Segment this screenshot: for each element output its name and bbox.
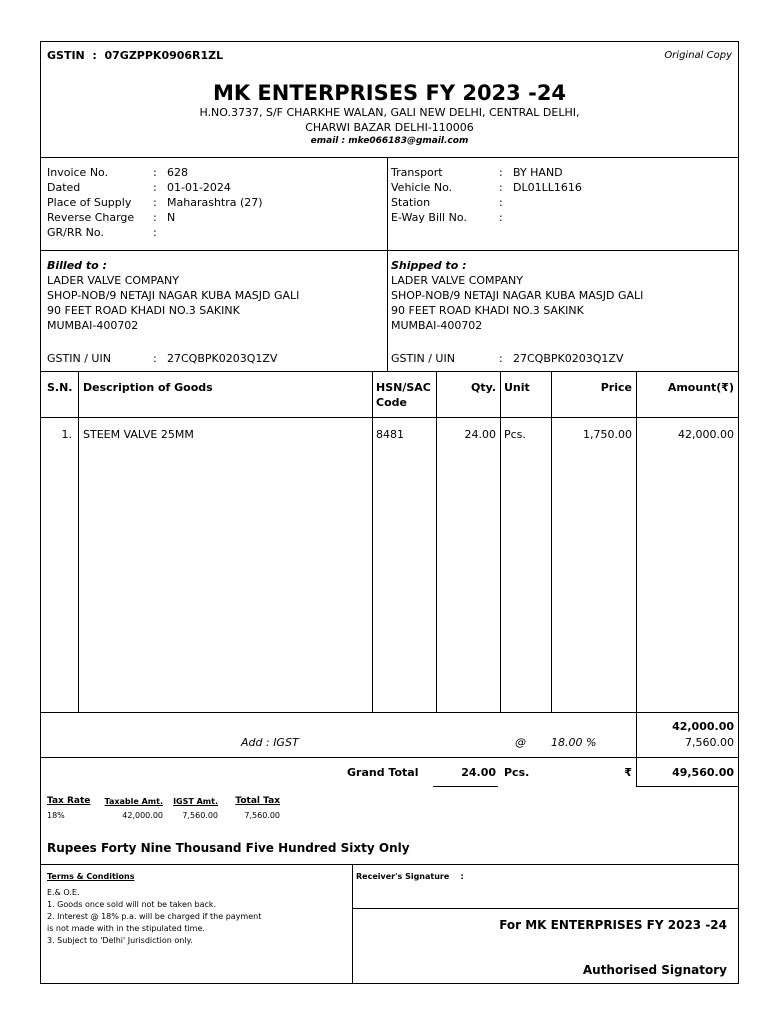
transport-mode: BY HAND <box>513 166 563 179</box>
igst-rate: 18.00 % <box>551 736 597 749</box>
terms-heading: Terms & Conditions <box>47 872 135 881</box>
divider <box>41 757 738 758</box>
copy-label: Original Copy <box>664 50 732 61</box>
shipped-to-address3: MUMBAI-400702 <box>391 319 483 332</box>
invoice-date: 01-01-2024 <box>167 181 231 194</box>
shipped-to-address1: SHOP-NOB/9 NETAJI NAGAR KUBA MASJD GALI <box>391 289 644 302</box>
row-price: 1,750.00 <box>583 428 632 441</box>
row-amount: 42,000.00 <box>678 428 734 441</box>
divider <box>41 157 738 158</box>
tax-summary-rate: 18% <box>47 811 65 820</box>
receiver-signature-label: Receiver's Signature : <box>356 872 464 881</box>
divider <box>41 864 738 865</box>
row-description: STEEM VALVE 25MM <box>83 428 194 441</box>
terms-list <box>47 887 261 947</box>
divider <box>41 371 738 372</box>
company-email: email : mke066183@gmail.com <box>310 136 469 146</box>
col-header-description: Description of Goods <box>83 381 213 394</box>
company-name: MK ENTERPRISES FY 2023 -24 <box>212 81 567 105</box>
company-address-line2: CHARWI BAZAR DELHI-110006 <box>305 121 474 134</box>
billed-to-name: LADER VALVE COMPANY <box>47 274 179 287</box>
invoice-document: GSTIN : 07GZPPK0906R1ZL Original Copy MK ENTERPRISES FY 2023 -24 H.NO.3737, S/F CHARKHE WALAN, GALI NEW DELHI, CENTRAL DELHI, CHARWI BAZAR DELHI-110006 email : mke066183@gmail.com Invoice No. : 628 Dated : 01-01-2024 Place of Supply : Maharashtra (27) Reverse Charge : N GR/RR No. : Transport : BY HAND Vehicle No. : DL01LL1616 Station : E-Way Bill No. : Billed to : LADER VALVE COMPANY SHOP-NOB/9 NETAJI NAGAR KUBA MASJD GALI 90 FEET ROAD KHADI NO.3 SAKINK MUMBAI-400702 GSTIN / UIN : 27CQBPK0203Q1ZV Shipped to : LADER VALVE COMPANY SHOP-NOB/9 NETAJI NAGAR KUBA MASJD GALI 90 FEET ROAD KHADI NO.3 SAKINK MUMBAI-400702 GSTIN / UIN : 27CQBPK0203Q1ZV S.N. Description of Goods HSN/SAC Code Qty. Unit Price Amount(₹) 1. STEEM VALVE 25MM 8481 24.00 Pcs. 1,750.00 42,000.00 42,000.00 Add : IGST @ 18.00 % 7,560.00 Grand Total 24.00 Pcs. ₹ 49,560.00 Tax Rate Taxable Amt. IGST Amt. Total Tax 18% 42,000.00 7,560.00 7,560.00 Rupees Forty Nine Thousand Five Hundred Sixty Only Terms & Conditions E.& O.E. 1. Goods once sold will not be taken back. 2. Interest @ 18% p.a. will be charged if the payment is not made with in the stipulated time. 3. Subject to 'Delhi' Jurisdiction only. Receiver's Signature : For MK ENTERPRISES FY 2023 -24 Authorised Signatory <box>40 41 739 984</box>
shipped-to-name: LADER VALVE COMPANY <box>391 274 523 287</box>
invoice-number: 628 <box>167 166 188 179</box>
shipped-to-block <box>391 258 643 333</box>
col-header-unit: Unit <box>504 381 530 394</box>
tax-summary-header-igst: IGST Amt. <box>173 797 218 806</box>
table-row <box>41 427 738 442</box>
add-igst-label: Add : IGST <box>241 736 299 749</box>
terms-line: is not made with in the stipulated time. <box>47 924 205 933</box>
row-sn: 1. <box>61 428 72 441</box>
grand-total-amount: 49,560.00 <box>672 766 734 779</box>
grand-total-currency: ₹ <box>624 766 632 779</box>
grand-total-amount-underline <box>636 786 738 787</box>
shipped-to-gstin: GSTIN / UIN : 27CQBPK0203Q1ZV <box>391 352 624 365</box>
tax-summary-taxable: 42,000.00 <box>122 811 163 820</box>
row-qty: 24.00 <box>464 428 496 441</box>
amount-in-words: Rupees Forty Nine Thousand Five Hundred Sixty Only <box>47 841 410 855</box>
col-header-price: Price <box>600 381 632 394</box>
shipped-to-heading: Shipped to : <box>391 259 467 272</box>
authorised-signatory-label: Authorised Signatory <box>582 963 727 977</box>
divider <box>352 908 738 909</box>
row-hsn: 8481 <box>376 428 404 441</box>
vehicle-number: DL01LL1616 <box>513 181 582 194</box>
billed-to-block <box>47 258 299 333</box>
shipped-to-address2: 90 FEET ROAD KHADI NO.3 SAKINK <box>391 304 584 317</box>
billed-to-heading: Billed to : <box>47 259 107 272</box>
tax-summary-total: 7,560.00 <box>244 811 280 820</box>
igst-amount: 7,560.00 <box>685 736 734 749</box>
terms-line: 3. Subject to 'Delhi' Jurisdiction only. <box>47 936 193 945</box>
terms-line: E.& O.E. <box>47 888 80 897</box>
divider <box>41 417 738 418</box>
billed-to-gstin: GSTIN / UIN : 27CQBPK0203Q1ZV <box>47 352 278 365</box>
billed-to-address2: 90 FEET ROAD KHADI NO.3 SAKINK <box>47 304 240 317</box>
company-address-line1: H.NO.3737, S/F CHARKHE WALAN, GALI NEW DELHI, CENTRAL DELHI, <box>199 106 580 119</box>
gstin-value: 07GZPPK0906R1ZL <box>104 49 224 62</box>
billed-to-address1: SHOP-NOB/9 NETAJI NAGAR KUBA MASJD GALI <box>47 289 300 302</box>
tax-summary-header-taxable: Taxable Amt. <box>104 797 163 806</box>
place-of-supply: Maharashtra (27) <box>167 196 263 209</box>
subtotal-amount: 42,000.00 <box>672 720 734 733</box>
tax-summary-header-rate: Tax Rate <box>47 796 91 806</box>
col-header-amount: Amount(₹) <box>667 381 734 394</box>
col-header-qty: Qty. <box>471 381 496 394</box>
for-company-label: For MK ENTERPRISES FY 2023 -24 <box>499 918 727 932</box>
grand-total-unit: Pcs. <box>504 766 530 779</box>
grand-total-label: Grand Total <box>347 766 419 779</box>
gstin-label: GSTIN <box>47 49 85 62</box>
igst-at-symbol: @ <box>515 736 526 749</box>
row-unit: Pcs. <box>504 428 526 441</box>
terms-line: 1. Goods once sold will not be taken back. <box>47 900 217 909</box>
grand-total-qty: 24.00 <box>461 766 496 779</box>
grand-total-qty-underline <box>433 786 498 787</box>
divider <box>41 250 738 251</box>
billed-to-gstin-value: 27CQBPK0203Q1ZV <box>167 352 278 365</box>
shipped-to-gstin-value: 27CQBPK0203Q1ZV <box>513 352 624 365</box>
reverse-charge: N <box>167 211 176 224</box>
tax-summary-igst: 7,560.00 <box>182 811 218 820</box>
tax-summary-header-total: Total Tax <box>235 796 280 806</box>
divider <box>41 712 738 713</box>
col-header-sn: S.N. <box>47 381 73 394</box>
terms-line: 2. Interest @ 18% p.a. will be charged if the payment <box>47 912 262 921</box>
col-header-hsn: HSN/SAC Code <box>376 381 431 409</box>
divider <box>387 157 388 371</box>
billed-to-address3: MUMBAI-400702 <box>47 319 139 332</box>
gstin-line: GSTIN : 07GZPPK0906R1ZL <box>47 49 224 62</box>
